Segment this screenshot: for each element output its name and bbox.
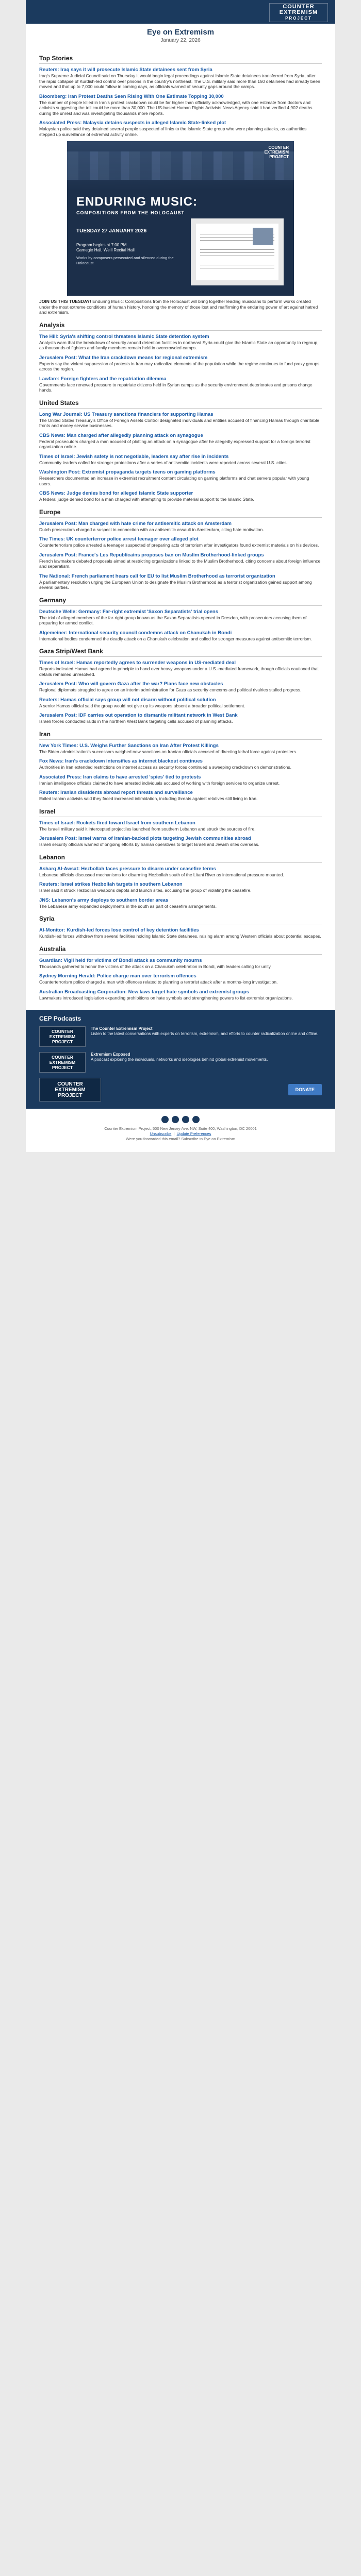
news-item: [39, 94, 322, 116]
section-heading: Iran: [39, 731, 322, 740]
news-link[interactable]: CBS News: Judge denies bond for alleged Islamic State supporter: [39, 490, 193, 496]
section-heading: Israel: [39, 808, 322, 817]
news-summary: Reports indicated Hamas had agreed in principle to hand over heavy weapons under a U.S.-mediated framework, though officials cautioned that details remained unresolved.: [39, 666, 319, 677]
news-summary: Researchers documented an increase in extremist recruitment content circulating on gaming platforms and chat servers popular with young users.: [39, 476, 309, 486]
section-united-states: [39, 399, 322, 502]
news-item: [39, 355, 322, 372]
news-link[interactable]: Reuters: Iranian dissidents abroad report threats and surveillance: [39, 790, 193, 795]
news-link[interactable]: Associated Press: Malaysia detains suspects in alleged Islamic State-linked plot: [39, 120, 226, 126]
news-summary: French lawmakers debated proposals aimed at restricting organizations linked to the Muslim Brotherhood, citing concerns about foreign influence and separatism.: [39, 558, 321, 569]
banner-title: ENDURING MUSIC:: [76, 195, 198, 209]
cep-logo[interactable]: COUNTER EXTREMISM PROJECT: [269, 3, 328, 22]
news-summary: The United States Treasury's Office of Foreign Assets Control designated individuals and entities accused of financing Hamas through charitable fronts and money service businesses.: [39, 417, 319, 428]
section-israel: [39, 808, 322, 848]
news-item: [39, 820, 322, 832]
news-summary: Iraq's Supreme Judicial Council said on Thursday it would begin legal proceedings against Islamic State detainees transferred from Syria, after the rapid collapse of Kurdish-led control over prisons in the country's northeast. The U.S. military said more than 150 detainees had already been moved and that up to 7,000 could follow in coming days, as officials warned of security gaps around the camps.: [39, 73, 320, 89]
news-summary: The trial of alleged members of the far-right group known as the Saxon Separatists opened in Dresden, with prosecutors accusing them of preparing for armed conflict.: [39, 615, 307, 625]
twitter-icon[interactable]: [172, 1116, 179, 1123]
section-germany: [39, 597, 322, 642]
banner-subtitle: COMPOSITIONS FROM THE HOLOCAUST: [76, 210, 185, 215]
caption-text: Enduring Music: Compositions from the Holocaust will bring together leading musicians to perform works created under the most extreme conditions of human history, honoring the memory of those lost and reaffirming the enduring power of art against hatred and extremism.: [39, 299, 318, 315]
news-item: [39, 681, 322, 693]
news-link[interactable]: JNS: Lebanon's army deploys to southern border areas: [39, 897, 169, 903]
news-item: [39, 774, 322, 786]
news-link[interactable]: Jerusalem Post: France's Les Republicains proposes ban on Muslim Brotherhood-linked groups: [39, 552, 264, 558]
news-link[interactable]: Lawfare: Foreign fighters and the repatriation dilemma: [39, 376, 167, 382]
news-summary: Authorities in Iran extended restrictions on internet access as security forces continued a sweeping crackdown on demonstrations.: [39, 765, 292, 770]
news-link[interactable]: Fox News: Iran's crackdown intensifies as internet blackout continues: [39, 758, 203, 764]
news-item: [39, 958, 322, 970]
section-syria: [39, 915, 322, 939]
podcasts-heading: CEP Podcasts: [39, 1015, 81, 1022]
banner-date: TUESDAY 27 JANUARY 2026: [76, 228, 147, 234]
news-summary: A senior Hamas official said the group would not give up its weapons absent a broader political settlement.: [39, 703, 245, 708]
news-item: [39, 836, 322, 848]
unsubscribe-link[interactable]: Unsubscribe: [150, 1131, 172, 1136]
section-analysis: [39, 321, 322, 393]
news-summary: Community leaders called for stronger protections after a series of antisemitic incidents were reported across several U.S. cities.: [39, 460, 288, 465]
sheet-music-image: [191, 218, 284, 285]
news-link[interactable]: Associated Press: Iran claims to have arrested 'spies' tied to protests: [39, 774, 201, 780]
news-link[interactable]: Long War Journal: US Treasury sanctions financiers for supporting Hamas: [39, 411, 214, 417]
news-link[interactable]: Sydney Morning Herald: Police charge man over terrorism offences: [39, 973, 196, 979]
social-links: [36, 1116, 325, 1123]
news-item: [39, 713, 322, 724]
news-summary: Experts say the violent suppression of protests in Iran may radicalize elements of the population while the regime continues to fund proxy groups across the region.: [39, 361, 320, 371]
news-link[interactable]: Jerusalem Post: What the Iran crackdown means for regional extremism: [39, 354, 208, 361]
section-heading: Australia: [39, 945, 322, 955]
news-summary: Dutch prosecutors charged a suspect in connection with an antisemitic assault in Amsterdam, citing hate motivation.: [39, 527, 264, 532]
footer-address: Counter Extremism Project, 500 New Jersey Ave. NW, Suite 400, Washington, DC 20001: [104, 1126, 257, 1131]
news-link[interactable]: Australian Broadcasting Corporation: New laws target hate symbols and extremist groups: [39, 989, 250, 995]
banner-subline: Works by composers persecuted and silenced during the Holocaust: [76, 256, 174, 265]
newsletter-date: January 22, 2026: [160, 38, 201, 43]
section-lebanon: [39, 854, 322, 909]
news-summary: Kurdish-led forces withdrew from several facilities holding Islamic State detainees, raising alarm among Western officials about potential escapes.: [39, 934, 321, 939]
donate-button[interactable]: DONATE: [288, 1084, 322, 1095]
podcast-title: Extremism Exposed: [91, 1052, 130, 1057]
news-link[interactable]: Times of Israel: Hamas reportedly agrees to surrender weapons in US-mediated deal: [39, 660, 236, 666]
news-link[interactable]: Guardian: Vigil held for victims of Bondi attack as community mourns: [39, 957, 202, 963]
newsletter-title: Eye on Extremism: [146, 28, 215, 37]
news-summary: Analysts warn that the breakdown of security around detention facilities in northeast Syria could give the Islamic State an opportunity to regroup, as thousands of fighters and family members remain held in overcrowded camps.: [39, 340, 319, 350]
section-heading: Syria: [39, 915, 322, 924]
news-link[interactable]: Jerusalem Post: Man charged with hate crime for antisemitic attack on Amsterdam: [39, 520, 232, 527]
news-item: [39, 882, 322, 893]
news-summary: Counterterrorism police charged a man with offences related to planning a terrorist attack after a months-long investigation.: [39, 979, 278, 985]
footer: Counter Extremism Project, 500 New Jersey Ave. NW, Suite 400, Washington, DC 20001 Unsubscribe | Update Preferences Were you forwarded this email? Subscribe to Eye on Extremism: [26, 1109, 335, 1152]
news-item: [39, 521, 322, 533]
news-link[interactable]: Jerusalem Post: Israel warns of Iranian-backed plots targeting Jewish communities abroad: [39, 836, 251, 841]
news-summary: Thousands gathered to honor the victims of the attack on a Chanukah celebration in Bondi, with leaders calling for unity.: [39, 963, 272, 969]
news-item: [39, 758, 322, 770]
podcast-title: The Counter Extremism Project: [91, 1026, 153, 1031]
news-summary: International bodies condemned the deadly attack on a Chanukah celebration and called for stronger measures against antisemitic terrorism.: [39, 636, 312, 641]
news-item: [39, 490, 322, 502]
news-summary: Israeli forces conducted raids in the northern West Bank targeting cells accused of planning attacks.: [39, 719, 233, 724]
news-item: [39, 660, 322, 677]
section-heading: Top Stories: [39, 55, 322, 64]
podcast-description: Listen to the latest conversations with experts on terrorism, extremism, and efforts to counter radicalization online and offline.: [91, 1031, 319, 1036]
podcast-description: A podcast exploring the individuals, networks and ideologies behind global extremist movements.: [91, 1057, 268, 1062]
news-link[interactable]: The Times: UK counterterror police arrest teenager over alleged plot: [39, 536, 199, 542]
news-summary: Regional diplomats struggled to agree on an interim administration for Gaza as security concerns and political rivalries stalled progress.: [39, 687, 302, 692]
linkedin-icon[interactable]: [192, 1116, 200, 1123]
news-link[interactable]: Algemeiner: International security council condemns attack on Chanukah in Bondi: [39, 630, 232, 636]
news-link[interactable]: Reuters: Iraq says it will prosecute Islamic State detainees sent from Syria: [39, 67, 212, 73]
news-link[interactable]: Bloomberg: Iran Protest Deaths Seen Rising With One Estimate Topping 30,000: [39, 93, 224, 99]
news-item: [39, 120, 322, 137]
news-item: [39, 743, 322, 755]
news-summary: Malaysian police said they detained several people suspected of links to the Islamic State group who were planning attacks, as authorities stepped up surveillance of extremist activity online.: [39, 126, 307, 137]
news-item: [39, 536, 322, 548]
news-item: [39, 897, 322, 909]
more-sections: [39, 321, 322, 1001]
newsletter: [26, 0, 335, 1152]
header-bar: [26, 0, 335, 24]
banner-org-logo: COUNTER EXTREMISM PROJECT: [264, 145, 289, 159]
news-summary: A parliamentary resolution urging the European Union to designate the Muslim Brotherhood as a terrorist organization gained support among several parties.: [39, 579, 312, 590]
section-heading: Gaza Strip/West Bank: [39, 648, 322, 657]
forward-note: Were you forwarded this email? Subscribe to Eye on Extremism: [125, 1137, 236, 1141]
banner-caption: [39, 299, 322, 315]
news-summary: The Biden administration's successors weighed new sanctions on Iranian officials accused of directing lethal force against protesters.: [39, 749, 297, 754]
news-item: [39, 334, 322, 351]
news-link[interactable]: Reuters: Hamas official says group will not disarm without political solution: [39, 697, 216, 703]
news-summary: Governments face renewed pressure to repatriate citizens held in Syrian camps as the security environment deteriorates and prisons change hands.: [39, 382, 313, 393]
news-link[interactable]: CBS News: Man charged after allegedly planning attack on synagogue: [39, 432, 203, 438]
news-item: [39, 609, 322, 626]
news-item: [39, 376, 322, 393]
news-item: [39, 927, 322, 939]
preferences-link[interactable]: Update Preferences: [176, 1131, 211, 1136]
news-link[interactable]: The Hill: Syria's shifting control threatens Islamic State detention system: [39, 333, 209, 340]
cep-footer-logo: COUNTER EXTREMISM PROJECT: [39, 1078, 101, 1101]
section-australia: [39, 945, 322, 1001]
news-summary: Lawmakers introduced legislation expanding prohibitions on hate symbols and strengthening powers to list extremist organizations.: [39, 995, 293, 1001]
section-europe: [39, 509, 322, 590]
news-link[interactable]: Jerusalem Post: IDF carries out operation to dismantle militant network in West Bank: [39, 713, 238, 718]
news-summary: Counterterrorism police arrested a teenager suspected of preparing acts of terrorism after investigators found extremist materials on his devices.: [39, 543, 319, 548]
facebook-icon[interactable]: [161, 1116, 169, 1123]
news-item: [39, 573, 322, 590]
news-item: [39, 67, 322, 90]
news-item: [39, 454, 322, 466]
news-link[interactable]: Reuters: Israel strikes Hezbollah targets in southern Lebanon: [39, 882, 183, 887]
event-banner[interactable]: [67, 141, 294, 296]
newsletter-content: [26, 55, 335, 1010]
donate-row: [39, 1078, 322, 1101]
news-item: [39, 630, 322, 642]
news-link[interactable]: Washington Post: Extremist propaganda targets teens on gaming platforms: [39, 469, 216, 475]
piano-keys-image: [67, 151, 294, 180]
podcasts-section: [26, 1010, 335, 1109]
news-item: [39, 973, 322, 985]
news-summary: The number of people killed in Iran's protest crackdown could be far higher than officially acknowledged, with one estimate from doctors and activists suggesting the toll could be more than 30,000. The US-based Human Rights Activists News Agency said it had verified 4,902 deaths during the unrest and was investigating thousands more reports.: [39, 99, 313, 116]
banner-time: Program begins at 7:00 PM Carnegie Hall, Weill Recital Hall: [76, 243, 135, 252]
news-summary: Israel said it struck Hezbollah weapons depots and launch sites, accusing the group of violating the ceasefire.: [39, 888, 252, 893]
news-summary: Exiled Iranian activists said they faced increased intimidation, including threats against relatives still living in Iran.: [39, 796, 258, 801]
portrait-photo: [253, 228, 273, 245]
news-link[interactable]: The National: French parliament hears call for EU to list Muslim Brotherhood as terrorist organization: [39, 573, 275, 579]
section-heading: Europe: [39, 509, 322, 518]
news-item: [39, 989, 322, 1001]
news-item: [39, 552, 322, 569]
section-heading: Analysis: [39, 321, 322, 331]
news-summary: A federal judge denied bond for a man charged with attempting to provide material support to the Islamic State.: [39, 497, 254, 502]
masthead: [26, 24, 335, 48]
news-summary: Lebanese officials discussed mechanisms for disarming Hezbollah south of the Litani River as international pressure mounted.: [39, 872, 284, 877]
news-link[interactable]: New York Times: U.S. Weighs Further Sanctions on Iran After Protest Killings: [39, 742, 219, 749]
podcast-logo: COUNTER EXTREMISM PROJECT: [39, 1026, 86, 1047]
news-link[interactable]: Times of Israel: Rockets fired toward Israel from southern Lebanon: [39, 820, 195, 826]
section-heading: Germany: [39, 597, 322, 606]
section-top-stories: [39, 55, 322, 137]
news-item: [39, 697, 322, 709]
news-link[interactable]: Times of Israel: Jewish safety is not negotiable, leaders say after rise in incidents: [39, 453, 229, 460]
section-heading: Lebanon: [39, 854, 322, 863]
news-link[interactable]: Deutsche Welle: Germany: Far-right extremist 'Saxon Separatists' trial opens: [39, 608, 218, 615]
news-item: [39, 866, 322, 878]
news-summary: The Israeli military said it intercepted projectiles launched from southern Lebanon and struck the sources of fire.: [39, 826, 256, 832]
news-link[interactable]: Al-Monitor: Kurdish-led forces lose control of key detention facilities: [39, 927, 199, 933]
podcast-item[interactable]: [39, 1026, 322, 1047]
podcast-logo: COUNTER EXTREMISM PROJECT: [39, 1052, 86, 1073]
news-item: [39, 469, 322, 486]
news-item: [39, 433, 322, 450]
news-summary: Iranian intelligence officials claimed to have arrested individuals accused of working with foreign services to organize unrest.: [39, 780, 280, 786]
podcast-item[interactable]: [39, 1052, 322, 1073]
section-iran: [39, 731, 322, 802]
news-summary: The Lebanese army expanded deployments in the south as part of ceasefire arrangements.: [39, 903, 217, 909]
news-link[interactable]: Jerusalem Post: Who will govern Gaza after the war? Plans face new obstacles: [39, 681, 223, 687]
youtube-icon[interactable]: [182, 1116, 189, 1123]
news-link[interactable]: Asharq Al-Awsat: Hezbollah faces pressure to disarm under ceasefire terms: [39, 866, 216, 872]
caption-lead: JOIN US THIS TUESDAY!: [39, 299, 91, 304]
news-summary: Israeli security officials warned of ongoing efforts by Iranian operatives to target Israeli and Jewish sites overseas.: [39, 842, 259, 847]
news-item: [39, 790, 322, 802]
news-item: [39, 412, 322, 429]
news-summary: Federal prosecutors charged a man accused of plotting an attack on a synagogue after he allegedly expressed support for a foreign terrorist organization online.: [39, 438, 310, 449]
section-gaza-strip-west-bank: [39, 648, 322, 724]
section-heading: United States: [39, 399, 322, 409]
